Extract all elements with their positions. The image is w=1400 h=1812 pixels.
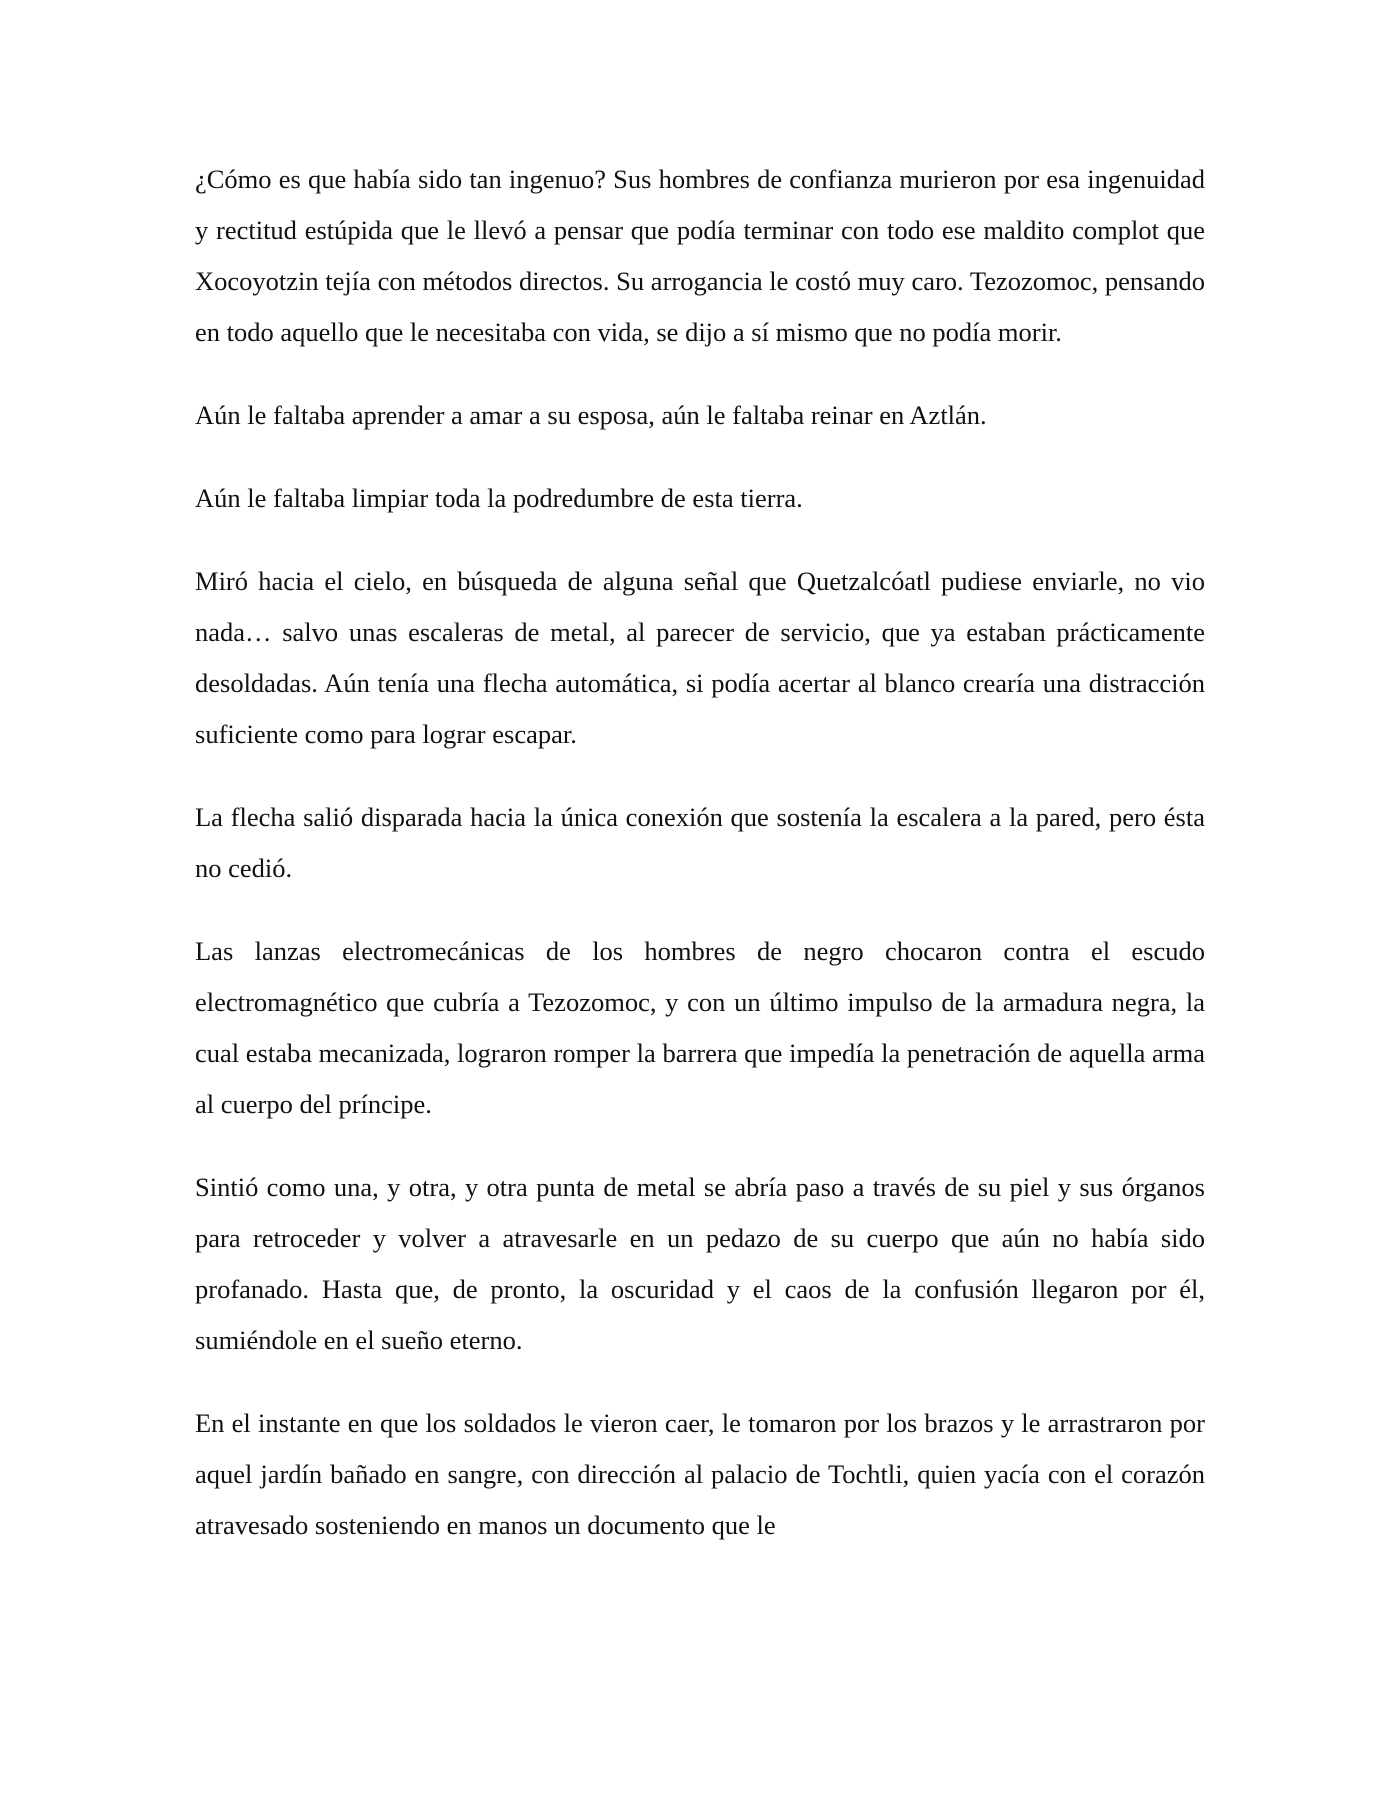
document-body	[195, 154, 1205, 1551]
paragraph-8: En el instante en que los soldados le vieron caer, le tomaron por los brazos y le arrastraron por aquel jardín bañado en sangre, con dirección al palacio de Tochtli, quien yacía con el corazón atravesado sosteniendo en manos un documento que le	[195, 1408, 1205, 1540]
paragraph-6: Las lanzas electromecánicas de los hombres de negro chocaron contra el escudo electromagnético que cubría a Tezozomoc, y con un último impulso de la armadura negra, la cual estaba mecanizada, lograron romper la barrera que impedía la penetración de aquella arma al cuerpo del príncipe.	[195, 936, 1205, 1119]
paragraph-7: Sintió como una, y otra, y otra punta de metal se abría paso a través de su piel y sus órganos para retroceder y volver a atravesarle en un pedazo de su cuerpo que aún no había sido profanado. Hasta que, de pronto, la oscuridad y el caos de la confusión llegaron por él, sumiéndole en el sueño eterno.	[195, 1172, 1205, 1355]
paragraph-5: La flecha salió disparada hacia la única conexión que sostenía la escalera a la pared, pero ésta no cedió.	[195, 802, 1205, 883]
paragraph-1: ¿Cómo es que había sido tan ingenuo? Sus hombres de confianza murieron por esa ingenuidad y rectitud estúpida que le llevó a pensar que podía terminar con todo ese maldito complot que Xocoyotzin tejía con métodos directos. Su arrogancia le costó muy caro. Tezozomoc, pensando en todo aquello que le necesitaba con vida, se dijo a sí mismo que no podía morir.	[195, 164, 1205, 347]
paragraph-3: Aún le faltaba limpiar toda la podredumbre de esta tierra.	[195, 483, 803, 513]
paragraph-4: Miró hacia el cielo, en búsqueda de alguna señal que Quetzalcóatl pudiese enviarle, no vio nada… salvo unas escaleras de metal, al parecer de servicio, que ya estaban prácticamente desoldadas. Aún tenía una flecha automática, si podía acertar al blanco crearía una distracción suficiente como para lograr escapar.	[195, 566, 1205, 749]
paragraph-2: Aún le faltaba aprender a amar a su esposa, aún le faltaba reinar en Aztlán.	[195, 400, 987, 430]
